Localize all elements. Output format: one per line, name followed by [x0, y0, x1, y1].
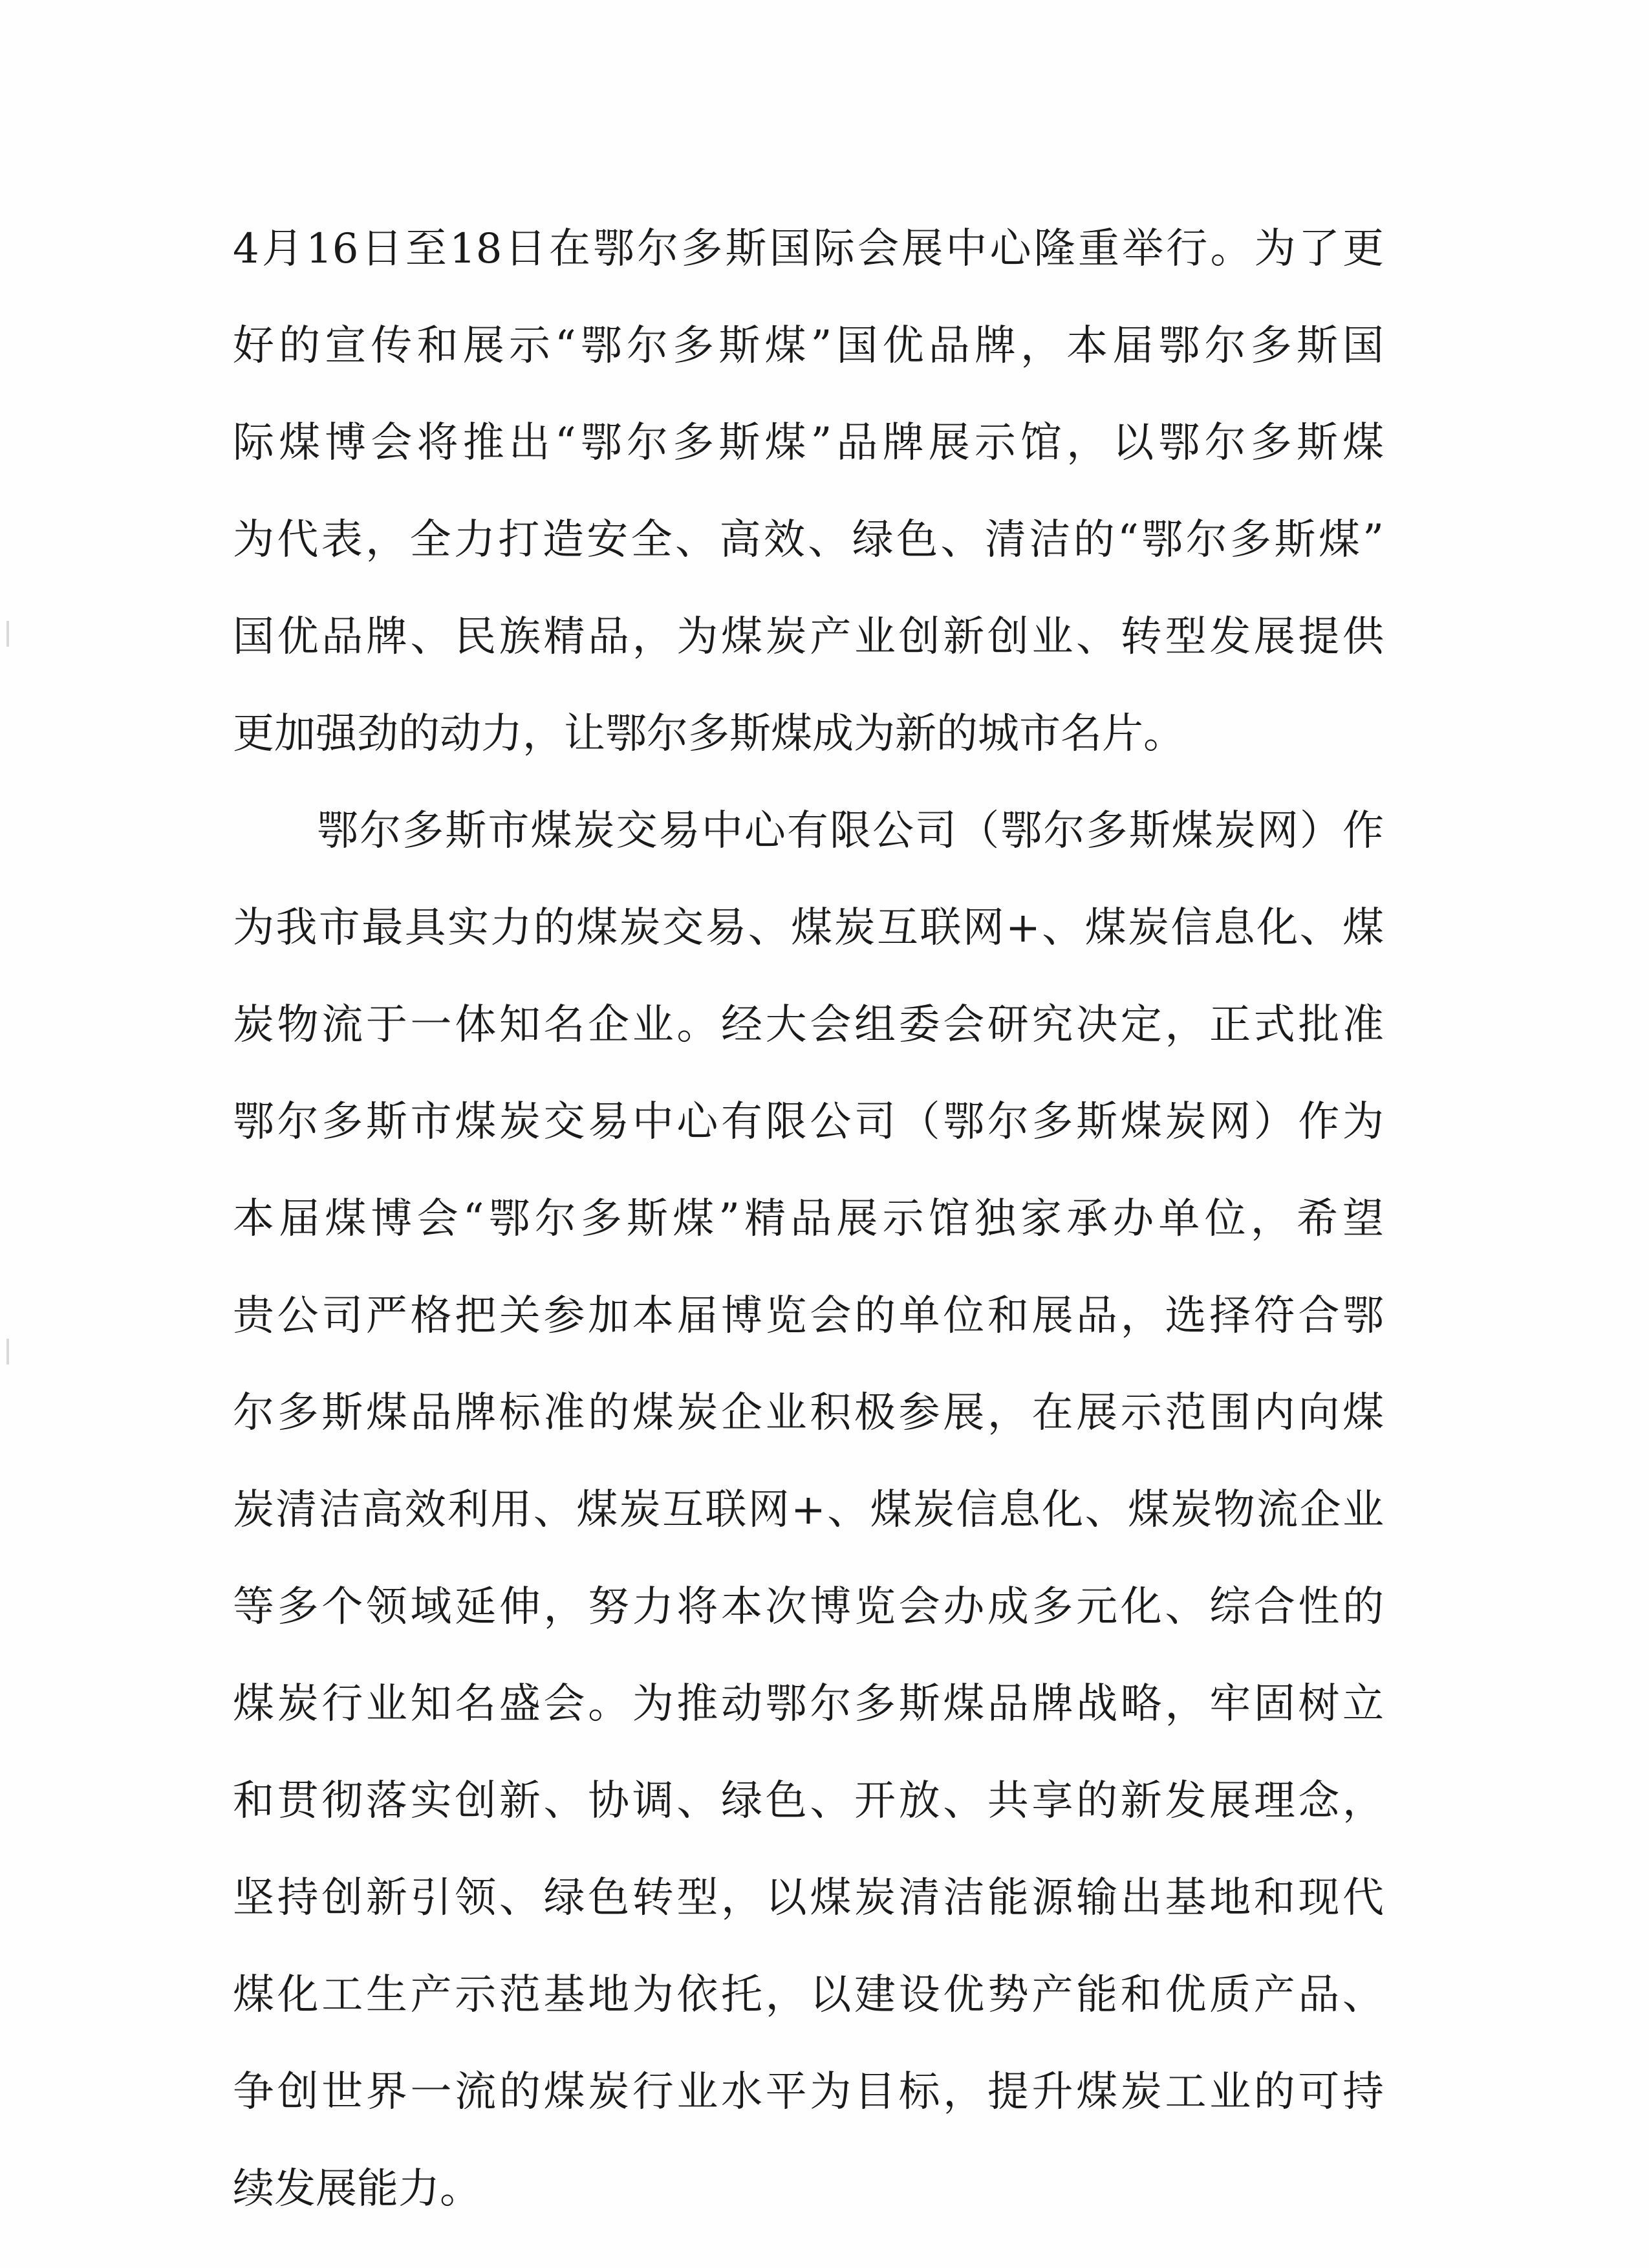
text-line: 际煤博会将推出“鄂尔多斯煤”品牌展示馆，以鄂尔多斯煤: [233, 419, 1384, 467]
text-line: 鄂尔多斯市煤炭交易中心有限公司（鄂尔多斯煤炭网）作: [317, 807, 1384, 855]
text-line: 4月16日至18日在鄂尔多斯国际会展中心隆重举行。为了更: [233, 225, 1384, 273]
scan-edge-mark: [6, 1339, 9, 1365]
text-line: 贵公司严格把关参加本届博览会的单位和展品，选择符合鄂: [233, 1292, 1384, 1340]
text-line: 好的宣传和展示“鄂尔多斯煤”国优品牌，本届鄂尔多斯国: [233, 322, 1384, 370]
text-line: 鄂尔多斯市煤炭交易中心有限公司（鄂尔多斯煤炭网）作为: [233, 1098, 1384, 1146]
text-line: 本届煤博会“鄂尔多斯煤”精品展示馆独家承办单位，希望: [233, 1195, 1384, 1243]
text-line: 为我市最具实力的煤炭交易、煤炭互联网+、煤炭信息化、煤: [233, 904, 1384, 952]
text-line: 争创世界一流的煤炭行业水平为目标，提升煤炭工业的可持: [233, 2068, 1384, 2116]
text-line: 煤化工生产示范基地为依托，以建设优势产能和优质产品、: [233, 1971, 1384, 2019]
text-line: 国优品牌、民族精品，为煤炭产业创新创业、转型发展提供: [233, 613, 1384, 661]
text-line: 更加强劲的动力，让鄂尔多斯煤成为新的城市名片。: [233, 710, 1185, 758]
text-line: 等多个领域延伸，努力将本次博览会办成多元化、综合性的: [233, 1583, 1384, 1631]
text-line: 坚持创新引领、绿色转型，以煤炭清洁能源输出基地和现代: [233, 1874, 1384, 1922]
scan-edge-mark: [6, 621, 9, 647]
text-line: 和贯彻落实创新、协调、绿色、开放、共享的新发展理念，: [233, 1777, 1384, 1825]
text-line: 煤炭行业知名盛会。为推动鄂尔多斯煤品牌战略，牢固树立: [233, 1680, 1384, 1728]
text-line: 续发展能力。: [233, 2165, 481, 2213]
text-line: 炭物流于一体知名企业。经大会组委会研究决定，正式批准: [233, 1001, 1384, 1049]
text-line: 为代表，全力打造安全、高效、绿色、清洁的“鄂尔多斯煤”: [233, 516, 1384, 564]
text-line: 尔多斯煤品牌标准的煤炭企业积极参展，在展示范围内向煤: [233, 1389, 1384, 1437]
text-line: 炭清洁高效利用、煤炭互联网+、煤炭信息化、煤炭物流企业: [233, 1486, 1384, 1534]
